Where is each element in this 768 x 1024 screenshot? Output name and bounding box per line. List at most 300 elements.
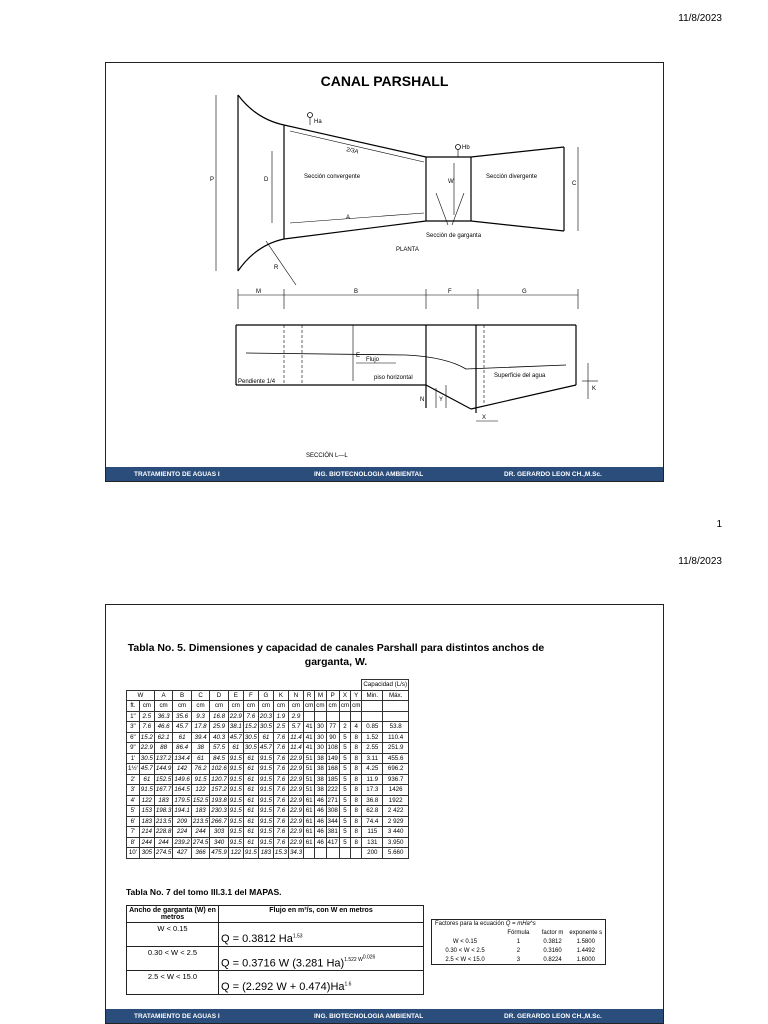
slide-title: CANAL PARSHALL — [320, 73, 449, 89]
table-cell: 244 — [191, 827, 209, 838]
footer-left: TRATAMIENTO DE AGUAS I — [134, 470, 220, 478]
table-cell: 61 — [243, 795, 258, 806]
table-cell: 7.6 — [273, 743, 288, 754]
table-cell: 51 — [304, 785, 315, 796]
factors-row: W < 0.15 1 0.3812 1.5800 — [432, 938, 606, 947]
table-cell: 20.3 — [259, 712, 272, 720]
dims-unit-cell — [362, 701, 383, 712]
flow-col1-header: Ancho de garganta (W) en metros — [127, 906, 219, 923]
table-cell: 8 — [351, 753, 362, 764]
table-cell: 38.1 — [229, 723, 242, 731]
footer-left: TRATAMIENTO DE AGUAS I — [134, 1012, 220, 1020]
table-cell: 90 — [326, 732, 339, 743]
table-cell: 1' — [127, 753, 140, 764]
table-cell: 108 — [327, 744, 338, 752]
table-cell: 224 — [173, 827, 191, 838]
label-m: M — [256, 289, 261, 295]
table7-label: Tabla No. 7 del tomo III.3.1 del MAPAS. — [126, 887, 282, 897]
table-cell: 61 — [258, 732, 273, 743]
table-cell: 168 — [327, 765, 338, 773]
flow-row — [127, 947, 424, 971]
table-cell: 91.5 — [140, 786, 153, 794]
table-cell: 209 — [173, 816, 191, 827]
table-cell: 61 — [304, 827, 315, 838]
dims-header-cell: E — [228, 690, 243, 701]
table-cell: 41 — [304, 732, 315, 743]
table-cell: 5 — [339, 753, 350, 764]
table-cell: 22.9 — [289, 828, 303, 836]
table-cell: 167.7 — [155, 786, 172, 794]
table-cell: 417 — [327, 838, 338, 846]
table-cell: 8 — [351, 837, 362, 848]
label-piso-horizontal: piso horizontal — [374, 375, 413, 381]
table-cell — [362, 711, 383, 722]
dims-unit-cell: cm — [228, 701, 243, 712]
table-cell: 213.5 — [155, 817, 172, 825]
table-cell: 38 — [315, 764, 326, 775]
footer-center: ING. BIOTECNOLOGIA AMBIENTAL — [314, 1012, 424, 1020]
table-cell: 2.9 — [288, 711, 303, 722]
table-cell: 36.3 — [154, 711, 172, 722]
table-cell: 46.6 — [154, 722, 172, 733]
table-cell: 183 — [258, 848, 273, 859]
table-cell: 3.11 — [362, 753, 383, 764]
label-superficie-agua: Superficie del agua — [494, 373, 546, 379]
table-cell: 91.5 — [259, 765, 272, 773]
table-cell: 152.5 — [192, 796, 209, 804]
table-cell — [351, 711, 362, 722]
table-cell: 214 — [139, 827, 154, 838]
label-flujo: Flujo — [366, 357, 380, 363]
slide-footer — [106, 1009, 663, 1023]
table-cell: 144.9 — [155, 765, 172, 773]
flow-equation: Q = 0.3716 W (3.281 Ha)$^{1.522 W^{0.026}}$ — [219, 947, 424, 971]
label-g: G — [522, 289, 527, 295]
dims-unit-cell: cm — [173, 701, 191, 712]
dims-header-cell: M — [315, 690, 326, 701]
table-cell: 30.5 — [140, 754, 153, 762]
table-cell: 61 — [243, 774, 258, 785]
table-cell — [315, 711, 326, 722]
table-cell: 427 — [173, 848, 191, 859]
table-cell: 239.2 — [174, 838, 190, 846]
table-cell: 91.5 — [259, 828, 272, 836]
table-cell: 115 — [362, 827, 383, 838]
table-cell: 30 — [315, 743, 326, 754]
table-cell: 149.6 — [174, 775, 190, 783]
table-cell: 30.5 — [244, 744, 257, 752]
table-cell: 61 — [228, 743, 243, 754]
table-cell: 16.8 — [210, 711, 228, 722]
table-cell: 696.2 — [383, 764, 409, 775]
table-cell: 6' — [127, 816, 140, 827]
table-cell: 91.5 — [244, 849, 257, 857]
table-cell: 5 — [339, 732, 350, 743]
label-seccion-garganta: Sección de garganta — [426, 233, 482, 239]
dims-header-cell: A — [154, 690, 172, 701]
table-cell: 41 — [304, 743, 315, 754]
table-cell: 7' — [127, 827, 140, 838]
table-cell: 134.4 — [174, 754, 190, 762]
table-cell: 74.4 — [362, 816, 383, 827]
label-seccion-convergente: Sección convergente — [304, 174, 361, 180]
dims-unit-cell: cm — [210, 701, 228, 712]
table-cell — [315, 848, 326, 859]
table-row — [127, 785, 409, 796]
table-cell: 6" — [127, 732, 140, 743]
table-cell: 179.5 — [174, 796, 190, 804]
table-cell: 30.5 — [244, 733, 257, 741]
dims-unit-cell: cm — [191, 701, 209, 712]
table-cell: 251.9 — [383, 743, 409, 754]
table-cell: 45.7 — [259, 744, 272, 752]
table-cell: 91.5 — [259, 786, 272, 794]
table-cell: 88 — [154, 743, 172, 754]
table-cell: 11.4 — [290, 744, 302, 752]
table-cell: 46 — [315, 806, 326, 817]
table-cell: 84.5 — [210, 753, 228, 764]
table-cell: 51 — [304, 774, 315, 785]
table-cell: 5 — [339, 837, 350, 848]
table-cell: 230.3 — [211, 807, 227, 815]
label-w: W — [448, 179, 454, 185]
table-cell: 8 — [351, 743, 362, 754]
table-cell: 8 — [351, 732, 362, 743]
table-cell: 45.7 — [173, 722, 191, 733]
table-cell: 40.3 — [210, 732, 228, 743]
dimensions-table — [126, 679, 409, 859]
table-cell: 91.5 — [229, 807, 242, 815]
table-row — [127, 816, 409, 827]
table-cell — [304, 711, 315, 722]
table-cell: 120.7 — [211, 775, 227, 783]
table-cell: 266.7 — [211, 817, 227, 825]
table-cell: 344 — [327, 817, 338, 825]
table-cell: 35.6 — [173, 711, 191, 722]
dims-header-cell: Y — [351, 690, 362, 701]
table-cell: 7.6 — [139, 722, 154, 733]
table5-title: Tabla No. 5. Dimensiones y capacidad de canales Parshall para distintos anchos de garganta, W. — [127, 642, 545, 668]
table-cell: 11.9 — [362, 774, 383, 785]
table-cell: 5 — [339, 816, 350, 827]
table-cell: 152.5 — [155, 775, 172, 783]
table-cell: 61 — [243, 837, 258, 848]
table-cell: 5 — [339, 785, 350, 796]
flow-equation: Q = (2.292 $W + 0.474)Ha^{1.6}$ — [219, 971, 424, 995]
flow-range: 0.30 < W < 2.5 — [127, 947, 219, 971]
table-cell: 11.4 — [290, 733, 302, 741]
table-cell: 2.5 — [139, 711, 154, 722]
dims-unit-cell: cm — [352, 702, 361, 710]
dims-unit-cell: cm — [139, 701, 154, 712]
table-cell: 1426 — [383, 785, 409, 796]
table-cell: 3 440 — [383, 827, 409, 838]
table-cell: 110.4 — [383, 732, 409, 743]
dims-header-cell: Min. — [362, 690, 383, 701]
dims-unit-cell — [383, 701, 409, 712]
dims-header-row — [127, 690, 409, 701]
table-cell: 15.3 — [274, 849, 287, 857]
table-cell: 244 — [154, 837, 172, 848]
table-cell: 5 — [339, 806, 350, 817]
table-cell: 8 — [351, 795, 362, 806]
label-e: E — [356, 353, 361, 359]
table-cell: 61 — [243, 827, 258, 838]
table-cell: 7.6 — [273, 827, 288, 838]
table-row — [127, 753, 409, 764]
table-cell: 5' — [127, 806, 140, 817]
table-cell: 2' — [127, 774, 140, 785]
table-cell: 198.3 — [155, 807, 172, 815]
table-cell: 91.5 — [191, 774, 209, 785]
dims-header-cell: D — [210, 690, 228, 701]
dims-unit-cell: cm — [288, 701, 303, 712]
dims-unit-cell: cm — [258, 701, 273, 712]
footer-right: DR. GERARDO LEON CH.,M.Sc. — [504, 1012, 602, 1020]
table-cell: 22.9 — [289, 754, 303, 762]
table-cell: 30 — [315, 732, 326, 743]
dims-header-cell: R — [304, 690, 315, 701]
dims-header-cell: Máx. — [383, 690, 409, 701]
table-cell: 8' — [127, 837, 140, 848]
table-cell: 305 — [139, 848, 154, 859]
dims-header-cell: F — [243, 690, 258, 701]
table-cell: 1½' — [128, 765, 138, 773]
table-cell: 62.1 — [154, 732, 172, 743]
table-cell: 30.5 — [259, 723, 272, 731]
table-cell: 91.5 — [229, 817, 242, 825]
label-d: D — [264, 177, 269, 183]
table-cell: 122 — [191, 785, 209, 796]
table-cell: 22.9 — [289, 817, 303, 825]
label-hb: Hb — [462, 145, 470, 151]
dims-header-cell: B — [173, 690, 191, 701]
slide-parshall-table — [105, 604, 664, 1024]
table-cell: 5 — [339, 774, 350, 785]
table-cell: 7.6 — [273, 753, 288, 764]
table-cell: 41 — [304, 722, 315, 733]
dims-header-cell: K — [273, 690, 288, 701]
factors-row: 2.5 < W < 15.0 3 0.8224 1.6000 — [432, 956, 606, 965]
table-cell: 61 — [173, 732, 191, 743]
capacity-header-row — [127, 680, 409, 691]
table-cell: 61 — [304, 837, 315, 848]
table-cell: 7.6 — [273, 785, 288, 796]
dims-unit-cell: cm — [154, 701, 172, 712]
table-cell: 194.1 — [174, 807, 190, 815]
table-cell: 2.55 — [362, 743, 383, 754]
table-cell: 222 — [327, 786, 338, 794]
table-cell: 3" — [127, 722, 140, 733]
table-cell: 164.5 — [174, 786, 190, 794]
table-cell: 7.6 — [273, 764, 288, 775]
parshall-diagram — [106, 63, 664, 469]
table-cell: 5.660 — [383, 848, 409, 859]
table-cell: 122 — [228, 848, 243, 859]
flow-row — [127, 923, 424, 947]
table-cell: 1" — [127, 711, 140, 722]
table-cell: 274.5 — [155, 849, 172, 857]
table-cell — [383, 711, 409, 722]
table-row — [127, 774, 409, 785]
table-cell: 157.2 — [211, 786, 227, 794]
table-cell: 22.9 — [289, 796, 303, 804]
table-cell: 91.5 — [259, 817, 272, 825]
label-n: N — [420, 397, 425, 403]
label-a: A — [346, 215, 351, 221]
table-cell: 91.5 — [259, 838, 272, 846]
dims-unit-cell: cm — [326, 701, 339, 712]
table-cell: 193.8 — [211, 796, 227, 804]
flow-range: 2.5 < W < 15.0 — [127, 971, 219, 995]
table-cell: 9" — [127, 743, 140, 754]
table-cell: 46 — [315, 837, 326, 848]
dims-header-cell: N — [288, 690, 303, 701]
table-cell: 7.6 — [273, 837, 288, 848]
table-cell: 149 — [327, 754, 338, 762]
table-cell: 475.9 — [211, 849, 227, 857]
table-cell: 7.6 — [243, 711, 258, 722]
table-cell: 86.4 — [173, 743, 191, 754]
dims-header-cell: C — [191, 690, 209, 701]
table-cell: 185 — [327, 775, 338, 783]
table-cell: 91.5 — [259, 775, 272, 783]
table-cell: 0.85 — [362, 722, 383, 733]
table-cell: 340 — [210, 837, 228, 848]
table-cell: 8 — [351, 816, 362, 827]
dims-unit-cell: cm — [273, 701, 288, 712]
table-cell: 15.2 — [140, 733, 153, 741]
table-cell: 91.5 — [259, 807, 272, 815]
table-cell: 91.5 — [229, 796, 242, 804]
table-cell: 39.4 — [191, 732, 209, 743]
table-cell: 61 — [304, 816, 315, 827]
table-row — [127, 732, 409, 743]
flow-row — [127, 971, 424, 995]
table-cell: 7.6 — [273, 806, 288, 817]
table-cell: 1.52 — [362, 732, 383, 743]
table-cell: 51 — [304, 764, 315, 775]
dims-header-cell: G — [258, 690, 273, 701]
factors-table: Factores para la ecuación Q = mHa^s Fórmula factor m exponente s W < 0.15 1 0.3812 1.5800 0.30 < W < 2.5 2 0.3160 1.4492 2.5 < W < 15.0 3 0.8224 1.6000 — [431, 919, 606, 965]
dims-unit-cell: cm — [316, 702, 325, 710]
table-cell: 38 — [315, 774, 326, 785]
table-cell: 22.9 — [229, 712, 242, 720]
table-cell: 131 — [362, 837, 383, 848]
table-cell: 2 — [339, 722, 350, 733]
table-cell: 22.9 — [140, 744, 153, 752]
table-cell: 5 — [339, 827, 350, 838]
table-cell: 61 — [243, 785, 258, 796]
table-cell: 137.2 — [155, 754, 172, 762]
table-cell: 22.9 — [289, 765, 303, 773]
table-cell: 183 — [139, 816, 154, 827]
table-cell: 8 — [351, 785, 362, 796]
table-cell — [326, 711, 339, 722]
label-ha: Ha — [314, 119, 322, 125]
table-cell: 2 422 — [383, 806, 409, 817]
table-cell: 17.8 — [191, 722, 209, 733]
table-cell: 7.6 — [273, 795, 288, 806]
table-cell: 9.3 — [191, 711, 209, 722]
table-cell: 91.5 — [229, 838, 242, 846]
table-row — [127, 722, 409, 733]
dims-units-row — [127, 701, 409, 712]
table-row — [127, 743, 409, 754]
table-cell: 183 — [191, 806, 209, 817]
table-cell: 36.8 — [362, 795, 383, 806]
table-cell: 8 — [351, 774, 362, 785]
table-cell: 45.7 — [229, 733, 242, 741]
table-row — [127, 711, 409, 722]
table-cell: 46 — [315, 827, 326, 838]
table-cell: 183 — [154, 795, 172, 806]
flow-equations-table — [126, 905, 424, 995]
table-cell: 308 — [327, 807, 338, 815]
table-cell: 45.7 — [140, 765, 153, 773]
table-cell: 4 — [351, 722, 362, 733]
table-row — [127, 764, 409, 775]
label-f: F — [448, 289, 452, 295]
table-cell: 213.5 — [192, 817, 209, 825]
table-cell: 22.9 — [289, 775, 303, 783]
table-cell: 274.5 — [192, 838, 209, 846]
table-cell: 38 — [315, 753, 326, 764]
table-cell: 102.6 — [211, 765, 227, 773]
table-cell: 7.6 — [273, 732, 288, 743]
table-cell: 91.5 — [259, 796, 272, 804]
table-cell: 122 — [139, 795, 154, 806]
dims-header-cell: P — [326, 690, 339, 701]
label-x: X — [482, 415, 487, 421]
table-cell: 5 — [339, 795, 350, 806]
slide-footer — [106, 467, 663, 481]
dims-header-cell: X — [339, 690, 350, 701]
table-row — [127, 795, 409, 806]
table-cell: 61 — [243, 806, 258, 817]
table-cell — [339, 711, 350, 722]
table-cell: 61 — [304, 795, 315, 806]
table-cell: 76.2 — [191, 764, 209, 775]
label-b: B — [354, 289, 359, 295]
table-cell: 91.5 — [229, 786, 242, 794]
table-cell: 3.950 — [383, 837, 409, 848]
table-row — [127, 837, 409, 848]
date-bottom: 11/8/2023 — [678, 556, 722, 567]
dims-unit-cell: ft. — [127, 701, 140, 712]
table-cell: 366 — [191, 848, 209, 859]
table-cell: 1.9 — [273, 711, 288, 722]
table-cell: 2 929 — [383, 816, 409, 827]
table-cell: 25.9 — [210, 722, 228, 733]
table-cell: 3' — [127, 785, 140, 796]
dims-unit-cell: cm — [305, 702, 314, 710]
label-y: Y — [439, 397, 444, 403]
table-cell: 5.7 — [288, 722, 303, 733]
label-seccion-divergente: Sección divergente — [486, 174, 538, 180]
table-cell: 200 — [362, 848, 383, 859]
table-cell: 61 — [243, 753, 258, 764]
table-cell: 30 — [315, 722, 326, 733]
factors-row: 0.30 < W < 2.5 2 0.3160 1.4492 — [432, 947, 606, 956]
table-cell: 1922 — [383, 795, 409, 806]
footer-right: DR. GERARDO LEON CH.,M.Sc. — [504, 470, 602, 478]
table-cell: 4' — [127, 795, 140, 806]
table-cell — [351, 848, 362, 859]
table-cell: 62.8 — [362, 806, 383, 817]
table-cell: 91.5 — [229, 828, 242, 836]
table-cell: 8 — [351, 827, 362, 838]
